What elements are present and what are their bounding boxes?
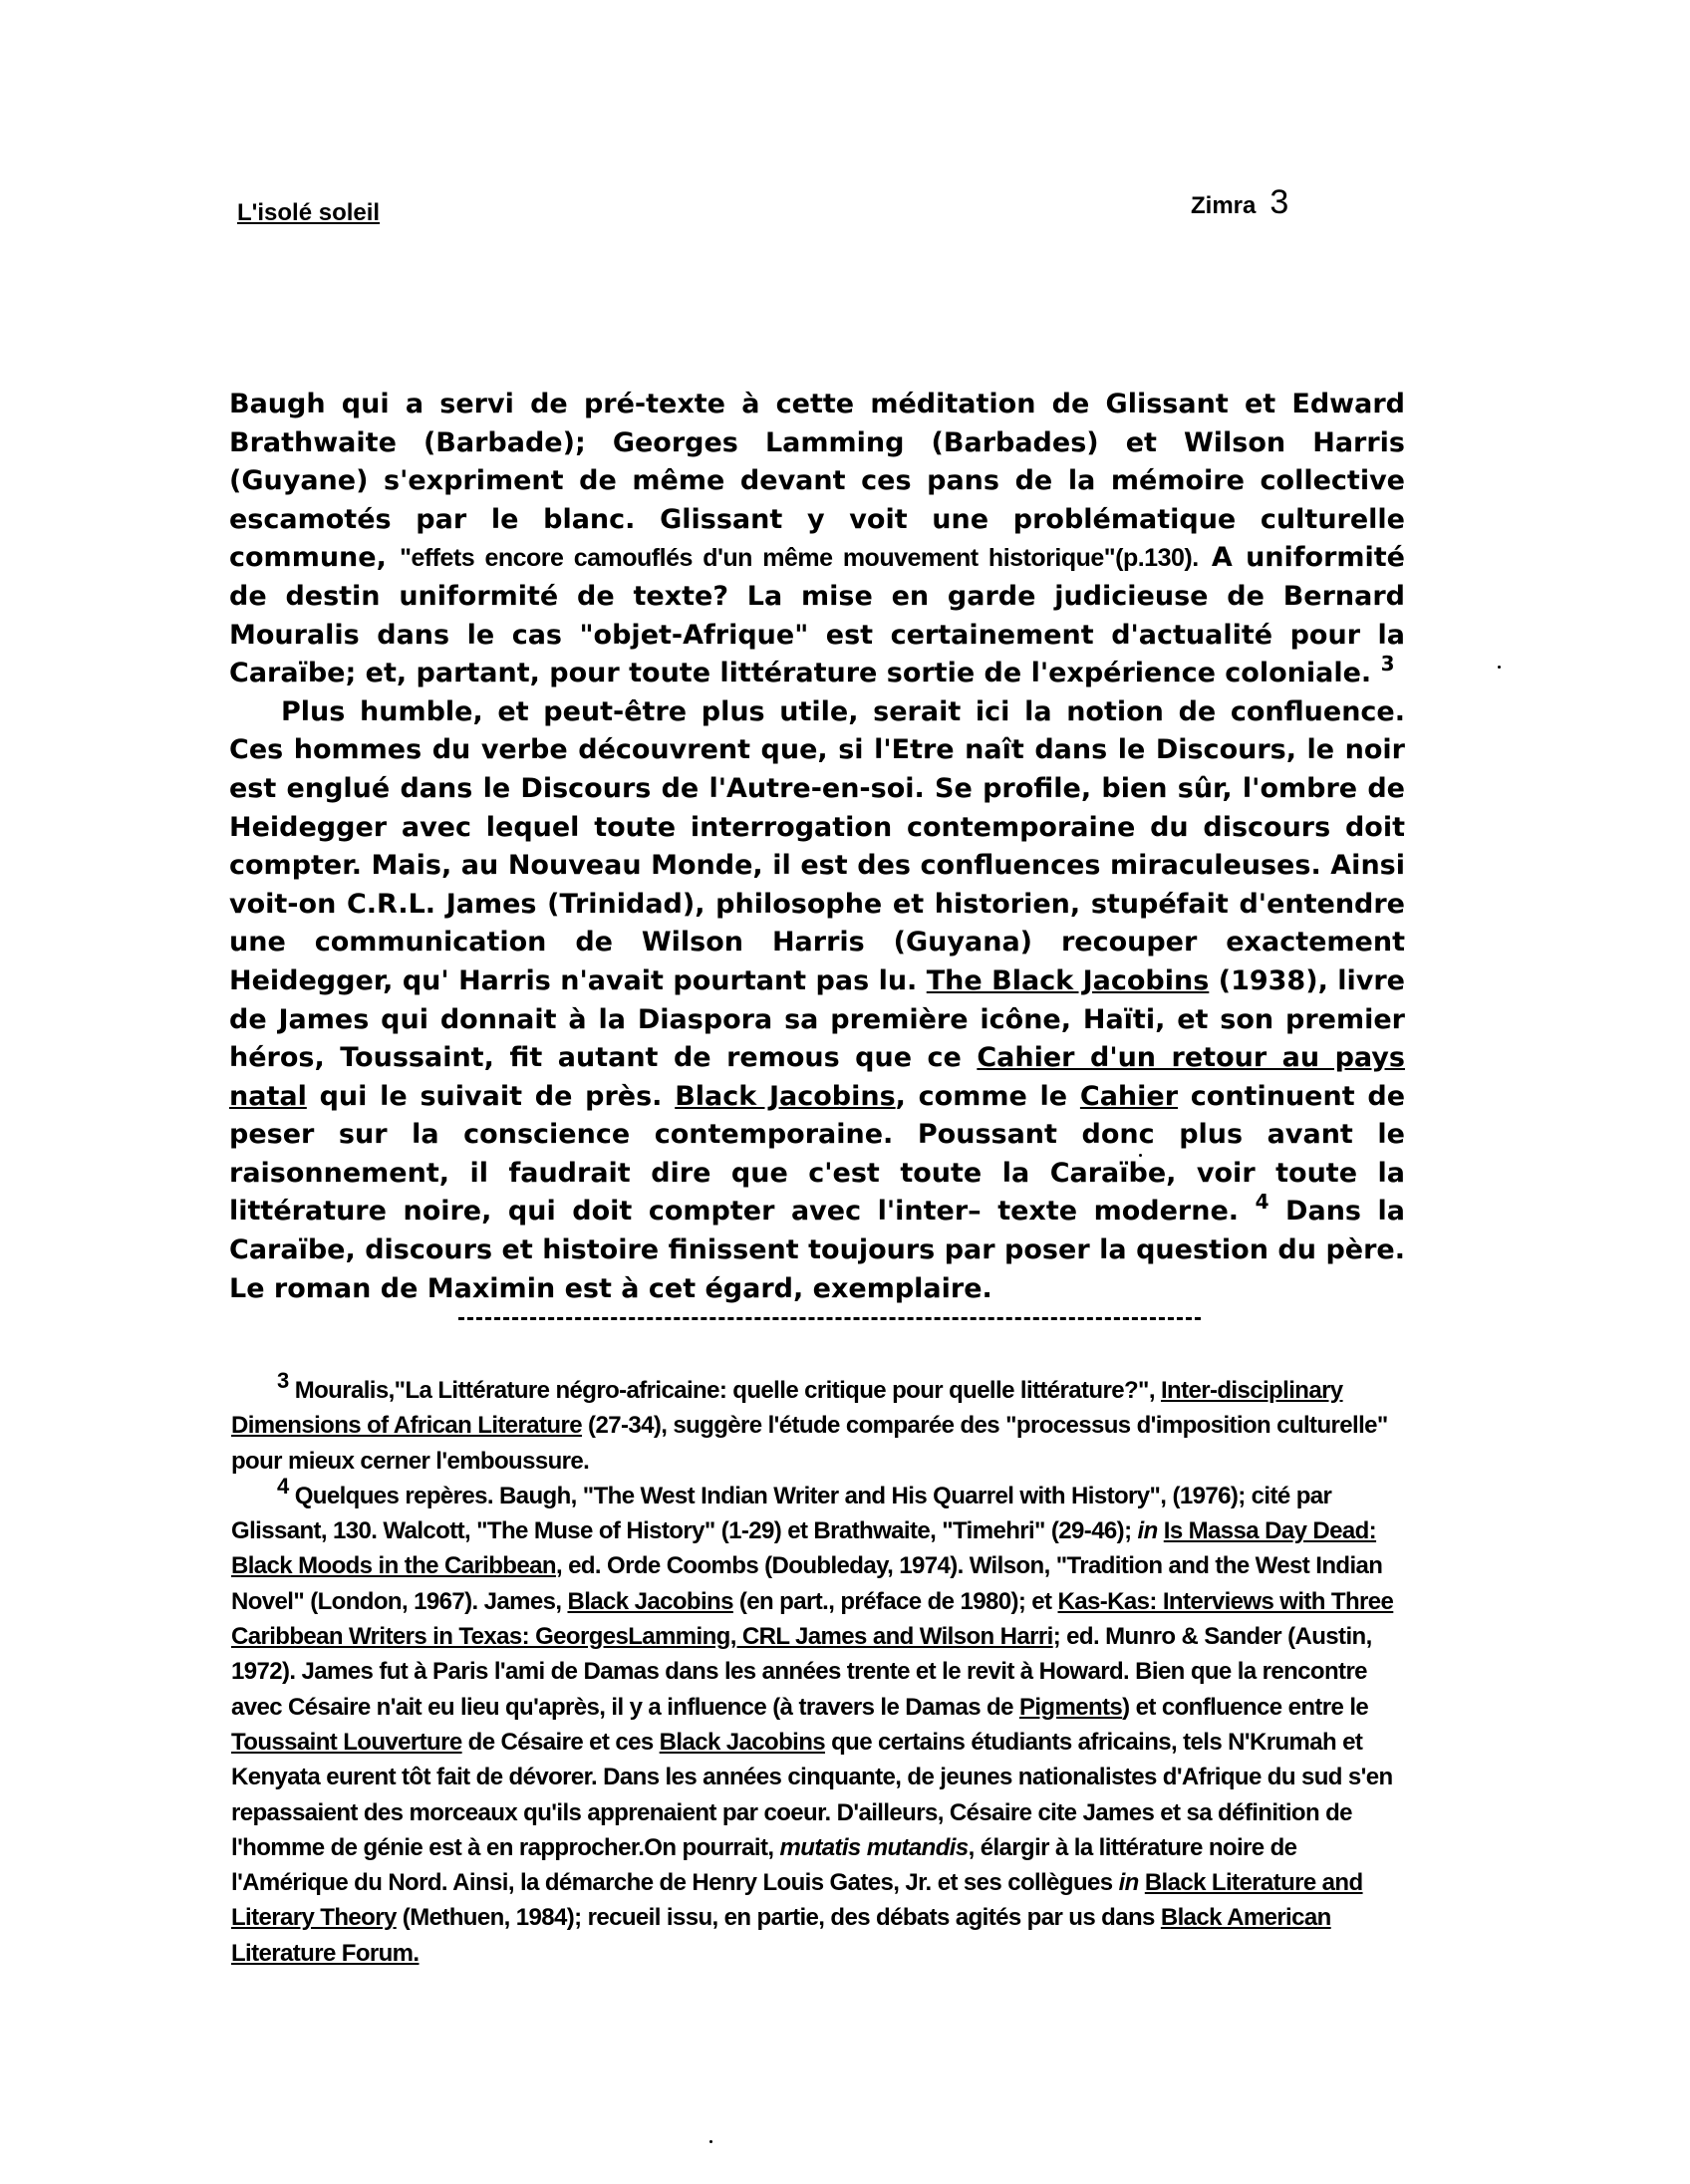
footnote-4-text-c: (en part., préface de 1980); et (732, 1587, 1058, 1615)
paragraph-2-text-a: Plus humble, et peut-être plus utile, serait ici la notion de confluence. Ces hommes du verbe découvrent que, si l'Etre naît dans le Discours, le noir est englué dans le Discours de l'Autre-en-soi. Se profile, bien sûr, l'ombre de Heidegger avec lequel toute interrogation contemporaine du discours doit compter. Mais, au Nouveau Monde, il est des confluences miraculeuses. Ainsi voit-on C.R.L. James (Trinidad), philosophe et historien, stupéfait d'entendre une communication de Wilson Harris (Guyana) recouper exactement Heidegger, qu' Harris n'avait pourtant pas lu. (229, 695, 1405, 996)
running-head-title: L'isolé soleil (237, 199, 381, 226)
title-kas-kas: Kas-Kas: Interviews with Three Caribbean Writers in Texas: GeorgesLamming, CRL James and Wilson Harri (231, 1587, 1394, 1651)
paragraph-2-text-d: , comme le (895, 1080, 1080, 1112)
page-number: 3 (1269, 183, 1289, 221)
footnote-3-text-b: (27-34), suggère l'étude comparée des "processus d'imposition culturelle" pour mieux cerner l'emboussure. (231, 1412, 1388, 1475)
footnote-4-number: 4 (277, 1473, 289, 1499)
footnote-title-black-jacobins: Black Jacobins (567, 1587, 733, 1615)
footnote-3-number: 3 (277, 1368, 289, 1393)
title-toussaint-louverture: Toussaint Louverture (231, 1728, 462, 1756)
footnote-4-in-1: in (1137, 1517, 1158, 1545)
author-name: Zimra (1191, 192, 1257, 219)
latin-mutatis-mutandis: mutatis mutandis (779, 1833, 969, 1861)
paragraph-1-text-a: Baugh qui a servi de pré-texte à cette méditation de Glissant et Edward Brathwaite (Barbade); Georges Lamming (Barbades) et Wilson Harris (Guyane) s'expriment de même devant ces pans de la mémoire collective escamotés par le blanc. Glissant y voit une problématique culturelle commune, (229, 389, 1405, 574)
footnote-4-text-f: de Césaire et ces (461, 1728, 660, 1756)
scan-speck (1139, 1154, 1142, 1157)
title-pigments: Pigments (1018, 1693, 1123, 1721)
footnote-4-text-d: ; ed. Munro & Sander (Austin, 1972). James fut à Paris l'ami de Damas dans les années trente et le revit à Howard. Bien que la rencontre avec Césaire n'ait eu lieu qu'après, il y a influence (à travers le Damas de (231, 1623, 1372, 1721)
paragraph-1-text-b: A uniformité de destin uniformité de texte? La mise en garde judicieuse de Bernard Mouralis dans le cas "objet-Afrique" est certainement d'actualité pour la Caraïbe; et, partant, pour toute littérature sortie de l'expérience coloniale. (229, 542, 1405, 689)
glissant-quote: "effets encore camouflés d'un même mouvement historique"(p.130). (400, 544, 1199, 573)
footnote-separator (458, 1317, 1201, 1320)
footnote-4-text-a: Quelques repères. Baugh, "The West Indian Writer and His Quarrel with History", (1976); cité par Glissant, 130. Walcott, "The Muse of History" (1-29) et Brathwaite, "Timehri" (29-46); (231, 1482, 1332, 1545)
footnotes (231, 1368, 1397, 1971)
paragraph-1 (229, 386, 1405, 693)
footnote-3-title: Inter-disciplinary Dimensions of African Literature (231, 1377, 1343, 1440)
footnote-ref-4: 4 (1255, 1190, 1269, 1215)
footnote-title-black-jacobins-2: Black Jacobins (659, 1728, 826, 1756)
title-is-massa-day-dead: Is Massa Day Dead: Black Moods in the Caribbean (231, 1517, 1377, 1580)
paragraph-2-text-b: (1938), livre de James qui donnait à la Diaspora sa première icône, Haïti, et son premier héros, Toussaint, fit autant de remous que ce (229, 964, 1405, 1074)
paragraph-2-text-c: qui le suivait de près. (306, 1080, 676, 1112)
footnote-3 (231, 1368, 1397, 1479)
paragraph-2 (229, 693, 1405, 1309)
paragraph-2-text-e: continuent de peser sur la conscience contemporaine. Poussant donc plus avant le raisonnement, il faudrait dire que c'est toute la Caraïbe, voir toute la littérature noire, qui doit compter avec l'inter– texte moderne. (229, 1080, 1405, 1228)
footnote-4-text-h: , élargir à la littérature noire de l'Amérique du Nord. Ainsi, la démarche de Henry Louis Gates, Jr. et ses collègues (231, 1833, 1297, 1897)
paragraph-2-text-f: Dans la Caraïbe, discours et histoire finissent toujours par poser la question du père. Le roman de Maximin est à cet égard, exemplaire. (229, 1196, 1406, 1304)
title-black-american-literature-forum: Black American Literature Forum. (231, 1904, 1331, 1967)
footnote-4-text-g: que certains étudiants africains, tels N'Krumah et Kenyata eurent tôt fait de dévorer. Dans les années cinquante, de jeunes nationalistes d'Afrique du sud s'en repassaient des morceaux qu'ils apprenaient par coeur. D'ailleurs, Césaire cite James et sa définition de l'homme de génie est à en rapprocher.On pourrait, (231, 1728, 1393, 1861)
body-text (229, 386, 1405, 1308)
scan-speck (1498, 666, 1501, 669)
footnote-4-text-i: (Methuen, 1984); recueil issu, en partie, des débats agités par us dans (396, 1904, 1161, 1932)
footnote-4-text-b: , ed. Orde Coombs (Doubleday, 1974). Wilson, "Tradition and the West Indian Novel" (London, 1967). James, (231, 1552, 1383, 1615)
footnote-ref-3: 3 (1380, 652, 1395, 677)
running-head-author (1191, 183, 1288, 222)
title-black-literature-literary-theory: Black Literature and Literary Theory (231, 1869, 1363, 1932)
title-black-jacobins-short: Black Jacobins (675, 1080, 896, 1112)
footnote-3-text-a: Mouralis,"La Littérature négro-africaine: quelle critique pour quelle littérature?", (288, 1377, 1161, 1404)
footnote-4-text-e: ) et confluence entre le (1122, 1693, 1369, 1721)
title-cahier: Cahier (1079, 1080, 1179, 1112)
title-black-jacobins: The Black Jacobins (926, 964, 1210, 996)
footnote-4 (231, 1473, 1397, 1971)
scan-speck (709, 2140, 712, 2143)
title-cahier-retour: Cahier d'un retour au pays natal (229, 1042, 1405, 1112)
footnote-4-in-2: in (1118, 1869, 1139, 1897)
